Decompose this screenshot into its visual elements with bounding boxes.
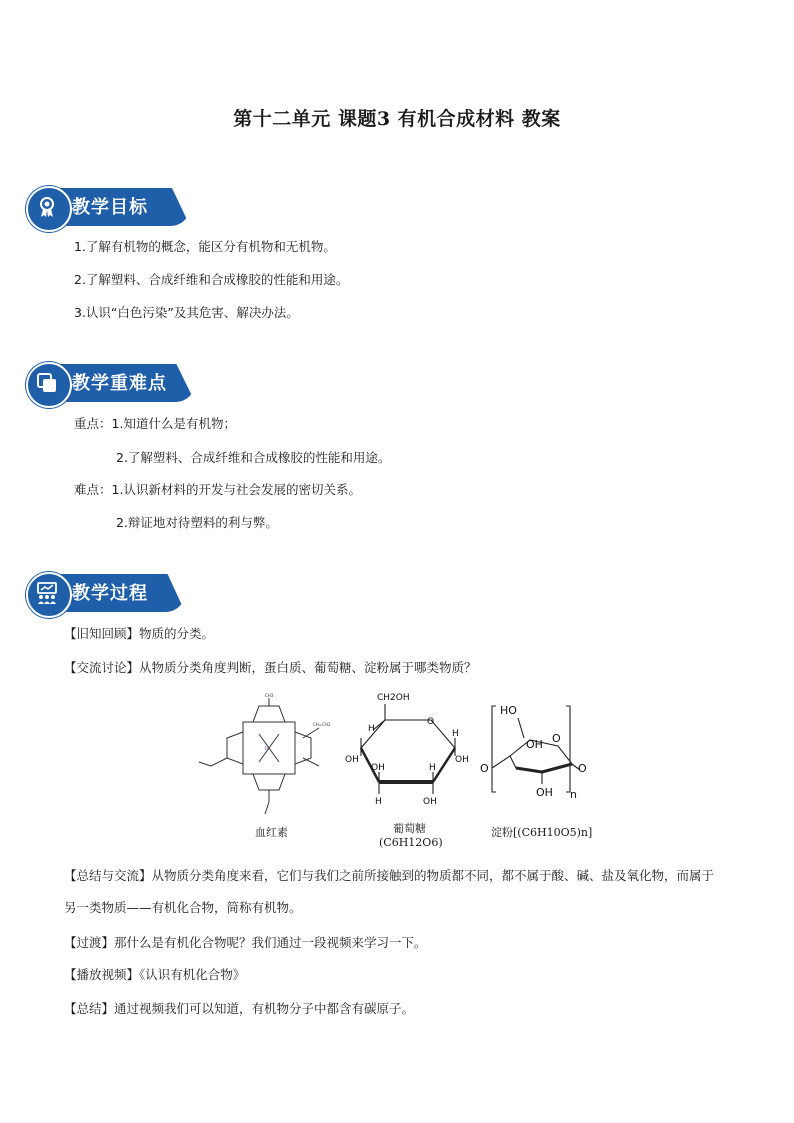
- important-line: 2.了解塑料、合成纤维和合成橡胶的性能和用途。: [116, 450, 391, 465]
- objective-item: 2.了解塑料、合成纤维和合成橡胶的性能和用途。: [74, 272, 349, 287]
- glucose-label: H: [452, 729, 459, 739]
- glucose-label: OH: [345, 755, 359, 765]
- important-line: 重点：1.知道什么是有机物；: [74, 416, 236, 431]
- objective-item: 3.认识“白色污染”及其危害、解决办法。: [74, 305, 299, 320]
- glucose-label: H: [429, 763, 436, 773]
- glucose-label: OH: [423, 797, 437, 807]
- svg-text:Fe: Fe: [265, 746, 270, 751]
- svg-text:CH=CH2: CH=CH2: [313, 722, 331, 727]
- difficult-label: 难点：: [74, 482, 112, 497]
- svg-text:CH3: CH3: [265, 693, 274, 698]
- important-label: 重点：: [74, 416, 112, 431]
- section-header-process: [26, 572, 186, 616]
- starch-label: n: [570, 788, 577, 801]
- award-ribbon-icon: [26, 186, 72, 232]
- discussion-line: 【交流讨论】从物质分类角度判断，蛋白质、葡萄糖、淀粉属于哪类物质？: [64, 660, 477, 675]
- review-line: 【旧知回顾】物质的分类。: [64, 626, 215, 641]
- section-title: 教学重难点: [72, 373, 167, 394]
- section-header-objectives: [26, 186, 186, 230]
- starch-label: O: [578, 762, 587, 775]
- glucose-label: O: [427, 717, 435, 727]
- section-title: 教学目标: [72, 197, 148, 218]
- section-header-keypoints: [26, 362, 186, 406]
- video-line: 【播放视频】《认识有机化合物》: [64, 967, 246, 982]
- transition-line: 【过渡】那什么是有机化合物呢？我们通过一段视频来学习一下。: [64, 935, 427, 950]
- starch-label: O: [480, 762, 489, 775]
- glucose-label: OH: [455, 755, 469, 765]
- starch-label: OH: [526, 738, 543, 751]
- objective-item: 1.了解有机物的概念，能区分有机物和无机物。: [74, 239, 336, 254]
- glucose-label: CH2OH: [377, 693, 410, 703]
- presentation-people-icon: [26, 572, 72, 618]
- molecule-figure: [195, 690, 605, 850]
- starch-label: O: [552, 732, 561, 745]
- page-title: 第十二单元 课题3 有机合成材料 教案: [233, 108, 561, 130]
- summary-exchange-paragraph: 【总结与交流】从物质分类角度来看，它们与我们之前所接触到的物质都不同，都不属于酸、碱、盐及氧化物，而属于另一类物质——有机化合物，简称有机物。: [64, 868, 715, 915]
- starch-label: OH: [536, 786, 553, 799]
- glucose-caption: 葡萄糖: [393, 822, 426, 835]
- hemoglobin-structure: [195, 692, 335, 820]
- glucose-structure: [345, 690, 475, 812]
- glucose-formula: (C6H12O6): [379, 836, 443, 849]
- starch-label: HO: [500, 704, 517, 717]
- difficult-line: 难点：1.认识新材料的开发与社会发展的密切关系。: [74, 482, 361, 497]
- copy-pages-icon: [26, 362, 72, 408]
- glucose-label: OH: [371, 763, 385, 773]
- difficult-line: 2.辩证地对待塑料的利与弊。: [116, 515, 278, 530]
- glucose-label: H: [368, 724, 375, 734]
- hemoglobin-caption: 血红素: [255, 826, 288, 839]
- starch-caption: 淀粉[(C6H10O5)n]: [491, 826, 593, 839]
- starch-structure: [480, 696, 605, 808]
- summary-line: 【总结】通过视频我们可以知道，有机物分子中都含有碳原子。: [64, 1001, 415, 1016]
- section-title: 教学过程: [72, 583, 148, 604]
- glucose-label: H: [375, 797, 382, 807]
